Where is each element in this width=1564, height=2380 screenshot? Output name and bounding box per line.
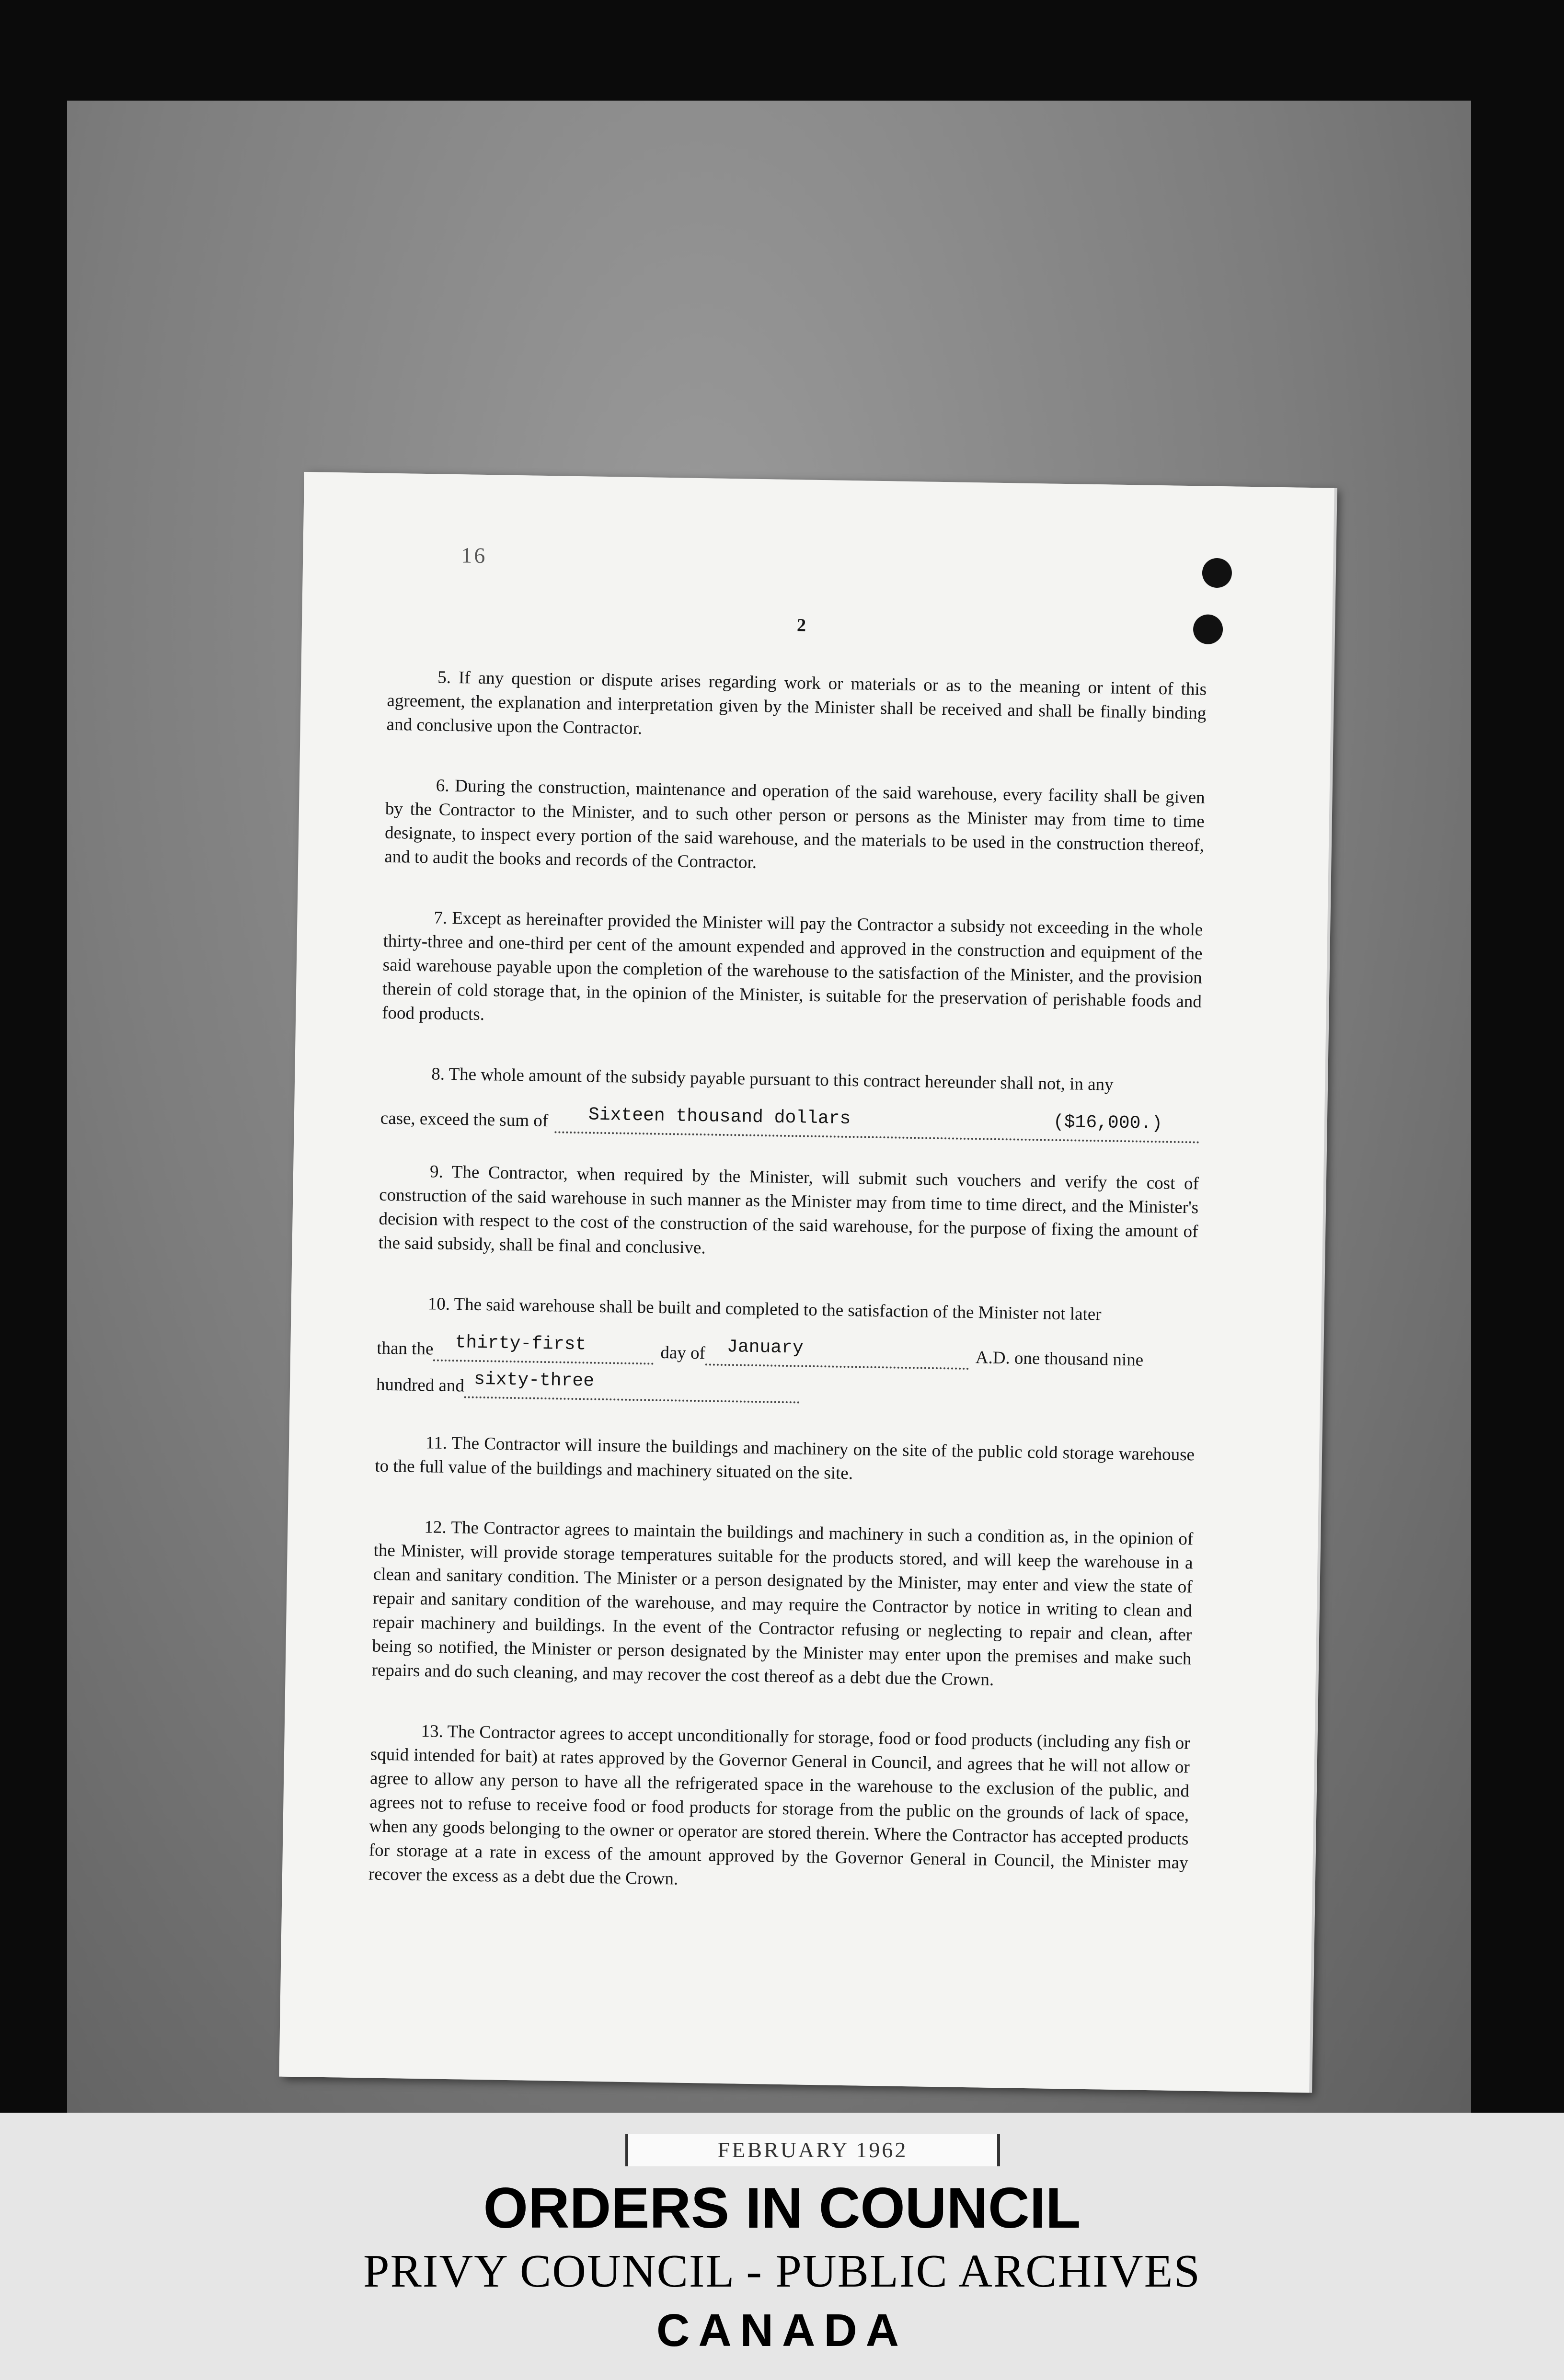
clause-13: 13. The Contractor agrees to accept unconditionally for storage, food or food products (including any fish or squid intended for bait) at rates approved by the Governor General in Council, and agrees that he will not allow or agree to allow any person to have all the refrigerated space in the warehouse to the exclusion of the public, and agrees not to refuse to receive food or food products for storage from the public on the grounds of lack of space, when any goods belonging to the owner or operator are stored therein. Where the Contractor has accepted products for storage at a rate in excess of the amount approved by the Governor General in Council, the Minister may recover the excess as a debt due the Crown. — [368, 1721, 1190, 1889]
ad-label: A.D. one thousand nine — [975, 1348, 1144, 1370]
year-line — [376, 1371, 1196, 1410]
page-number: 2 — [796, 615, 806, 636]
month-value: January — [726, 1337, 804, 1359]
day-value: thirty-first — [455, 1332, 586, 1355]
clause-5: 5. If any question or dispute arises regarding work or materials or as to the meaning or intent of this agreement, the explanation and interpretation given by the Minister shall be received and shall be finally binding and conclusive upon the Contractor. — [386, 667, 1207, 739]
month-field — [705, 1339, 969, 1370]
clause-10 — [376, 1292, 1197, 1410]
year-field — [464, 1369, 800, 1403]
document-page — [279, 472, 1334, 2093]
archive-date: FEBRUARY 1962 — [625, 2134, 1000, 2166]
archive-country: CANADA — [656, 2305, 908, 2356]
archive-title: ORDERS IN COUNCIL — [483, 2176, 1081, 2240]
date-line — [376, 1332, 1196, 1373]
clause-10-intro: 10. The said warehouse shall be built and completed to the satisfaction of the Minister not later — [427, 1294, 1102, 1325]
punch-hole — [1193, 614, 1223, 644]
archive-subtitle: PRIVY COUNCIL - PUBLIC ARCHIVES — [363, 2245, 1201, 2297]
day-of-label: day of — [660, 1342, 706, 1363]
hundred-label: hundred and — [376, 1374, 465, 1396]
amount-figures: ($16,000.) — [1053, 1111, 1163, 1134]
amount-words: Sixteen thousand dollars — [588, 1104, 851, 1130]
clause-8-prefix: case, exceed the sum of — [380, 1108, 549, 1131]
punch-hole — [1202, 558, 1232, 588]
day-field — [433, 1332, 654, 1364]
document-body — [368, 665, 1207, 1936]
folio-number: 16 — [460, 543, 487, 568]
clause-6: 6. During the construction, maintenance and operation of the said warehouse, every facility shall be given by the Contractor to the Minister, and to such other person or persons as the Minister may from time to time designate, to inspect every portion of the said warehouse, and the materials to be used in the construction thereof, and to audit the books and records of the Contractor. — [384, 776, 1205, 872]
archive-strip — [0, 2113, 1564, 2380]
than-label: than the — [376, 1338, 434, 1359]
clause-8 — [380, 1062, 1200, 1144]
clause-11: 11. The Contractor will insure the buildings and machinery on the site of the public cold storage warehouse to the full value of the buildings and machinery situated on the site. — [375, 1433, 1195, 1484]
clause-8-intro: 8. The whole amount of the subsidy payable pursuant to this contract hereunder shall not, in any — [431, 1064, 1114, 1095]
clause-8-sum-line — [380, 1105, 1200, 1144]
year-value: sixty-three — [473, 1369, 595, 1392]
clause-7: 7. Except as hereinafter provided the Minister will pay the Contractor a subsidy not exceeding in the whole thirty-three and one-third per cent of the amount expended and approved in the construction and equipment of the said warehouse payable upon the completion of the warehouse to the satisfaction of the Minister, and the provision therein of cold storage that, in the opinion of the Minister, is suitable for the preservation of perishable foods and food products. — [381, 908, 1203, 1025]
clause-12: 12. The Contractor agrees to maintain the buildings and machinery in such a condition as, in the opinion of the Minister, will provide storage temperatures suitable for the products stored, and will keep the warehouse in a clean and sanitary condition. The Minister or a person designated by the Minister, may enter and view the state of repair and sanitary condition of the warehouse, and may require the Contractor by notice in writing to clean and repair machinery and buildings. In the event of the Contractor refusing or neglecting to repair and clean, after being so notified, the Minister or person designated by the Minister may enter upon the premises and make such repairs and do such cleaning, and may recover the cost thereof as a debt due the Crown. — [371, 1517, 1194, 1690]
clause-9: 9. The Contractor, when required by the Minister, will submit such vouchers and verify the cost of construction of the said warehouse in such manner as the Minister may from time to time direct, and the Minister's decision with respect to the cost of the construction of the said warehouse, for the purpose of fixing the amount of the said subsidy, shall be final and conclusive. — [378, 1162, 1199, 1258]
sum-field — [554, 1104, 1200, 1143]
